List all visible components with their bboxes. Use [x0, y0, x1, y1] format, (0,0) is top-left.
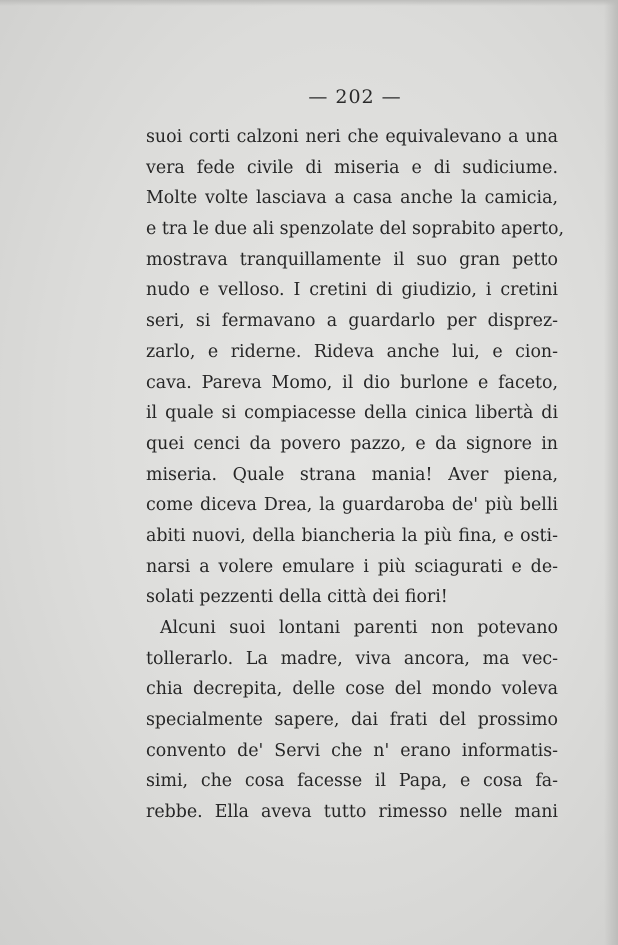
text-line: seri, si fermavano a guardarlo per disprez- [146, 311, 558, 332]
text-line: vera fede civile di miseria e di sudiciume. [146, 157, 558, 178]
text-line: narsi a volere emulare i più sciagurati e de- [146, 556, 558, 577]
text-line: quei cenci da povero pazzo, e da signore in [146, 433, 558, 454]
text-line: miseria. Quale strana mania! Aver piena, [146, 464, 558, 485]
page-number: — 202 — [308, 86, 402, 108]
text-line: cava. Pareva Momo, il dio burlone e faceto, [146, 372, 558, 393]
text-line-paragraph-start: Alcuni suoi lontani parenti non potevano [160, 618, 558, 638]
text-line: rebbe. Ella aveva tutto rimesso nelle mani [146, 802, 558, 823]
text-line: zarlo, e riderne. Rideva anche lui, e cion- [146, 341, 558, 362]
text-line: chia decrepita, delle cose del mondo voleva [146, 679, 558, 700]
text-line: abiti nuovi, della biancheria la più fina, e osti- [146, 525, 558, 546]
page-top-edge-shadow [0, 0, 618, 6]
text-line: specialmente sapere, dai frati del prossimo [146, 710, 558, 731]
text-line: il quale si compiacesse della cinica libertà di [146, 403, 558, 424]
text-line: convento de' Servi che n' erano informatis- [146, 740, 558, 761]
text-line: come diceva Drea, la guardaroba de' più belli [146, 495, 558, 516]
text-line: tollerarlo. La madre, viva ancora, ma vec- [146, 648, 558, 669]
text-line: e tra le due ali spenzolate del soprabito aperto, [146, 219, 564, 240]
text-line: nudo e velloso. I cretini di giudizio, i cretini [146, 280, 558, 301]
text-line: suoi corti calzoni neri che equivalevano a una [146, 127, 558, 147]
page-right-edge-shadow [604, 0, 618, 945]
text-line: mostrava tranquillamente il suo gran petto [146, 249, 558, 270]
text-line: simi, che cosa facesse il Papa, e cosa fa- [146, 771, 558, 792]
text-line-paragraph-end: solati pezzenti della città dei fiori! [146, 587, 448, 608]
text-line: Molte volte lasciava a casa anche la camicia, [146, 188, 558, 209]
body-text [146, 122, 564, 828]
